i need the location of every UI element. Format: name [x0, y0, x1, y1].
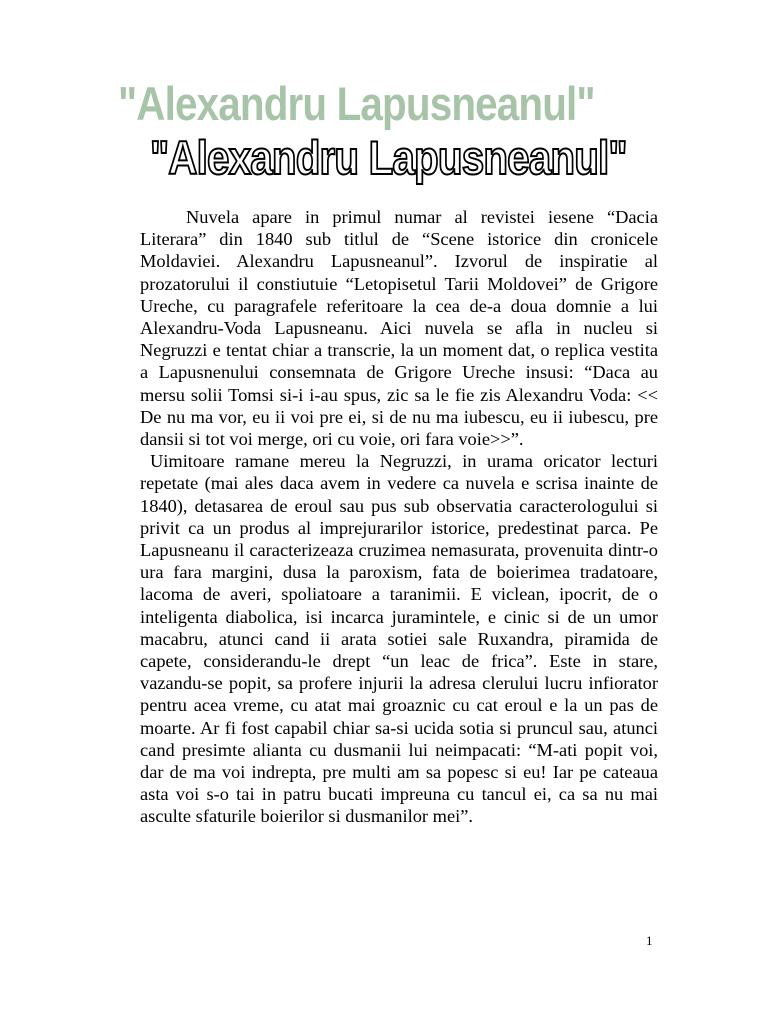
- page-number: 1: [646, 933, 653, 948]
- title-outline-text: "Alexandru Lapusneanul": [150, 131, 627, 184]
- document-title: [0, 0, 768, 200]
- paragraph-2: Uimitoare ramane mereu la Negruzzi, in urama oricator lecturi repetate (mai ales daca avem in vedere ca nuvela e scrisa inainte de 1840), detasarea de eroul sau pus sub observatia caracterologului si privit ca un produs al imprejurarilor istorice, predestinat parca. Pe Lapusneanu il caracterizeaza cruzimea nemasurata, provenuita dintr-o ura fara margini, dusa la paroxism, fata de boierimea tradatoare, lacoma de averi, spoliatoare a taranimii. E viclean, ipocrit, de o inteligenta diabolica, isi incarca juramintele, e cinic si de un umor macabru, atunci cand ii arata sotiei sale Ruxandra, piramida de capete, considerandu-le drept “un leac de frica”. Este in stare, vazandu-se popit, sa profere injurii la adresa clerului lucru infiorator pentru acea vreme, cu atat mai groaznic cu cat eroul e la un pas de moarte. Ar fi fost capabil chiar sa-si ucida sotia si pruncul sau, atunci cand presimte alianta cu dusmanii lui neimpacati: “M-ati popit voi, dar de ma voi indrepta, pre multi am sa popesc si eu! Iar pe cateaua asta voi s-o tai in patru bucati impreuna cu tancul ei, ca sa nu mai asculte sfaturile boierilor si dusmanilor mei”.: [140, 451, 658, 827]
- paragraph-1: Nuvela apare in primul numar al revistei iesene “Dacia Literara” din 1840 sub titlul de “Scene istorice din cronicele Moldaviei. Alexandru Lapusneanul”. Izvorul de inspiratie al prozatorului il constiutuie “Letopisetul Tarii Moldovei” de Grigore Ureche, cu paragrafele referitoare la cea de-a doua domnie a lui Alexandru-Voda Lapusneanu. Aici nuvela se afla in nucleu si Negruzzi e tentat chiar a transcrie, la un moment dat, o replica vestita a Lapusnenului consemnata de Grigore Ureche insusi: “Daca au mersu solii Tomsi si-i i-au spus, zic sa le fie zis Alexandru Voda: << De nu ma vor, eu ii voi pre ei, si de nu ma iubescu, eu ii iubescu, pre dansii si tot voi merge, ori cu voie, ori fara voie>>”.: [140, 207, 658, 450]
- document-body: [140, 206, 658, 828]
- title-shadow-text: "Alexandru Lapusneanul": [118, 77, 595, 130]
